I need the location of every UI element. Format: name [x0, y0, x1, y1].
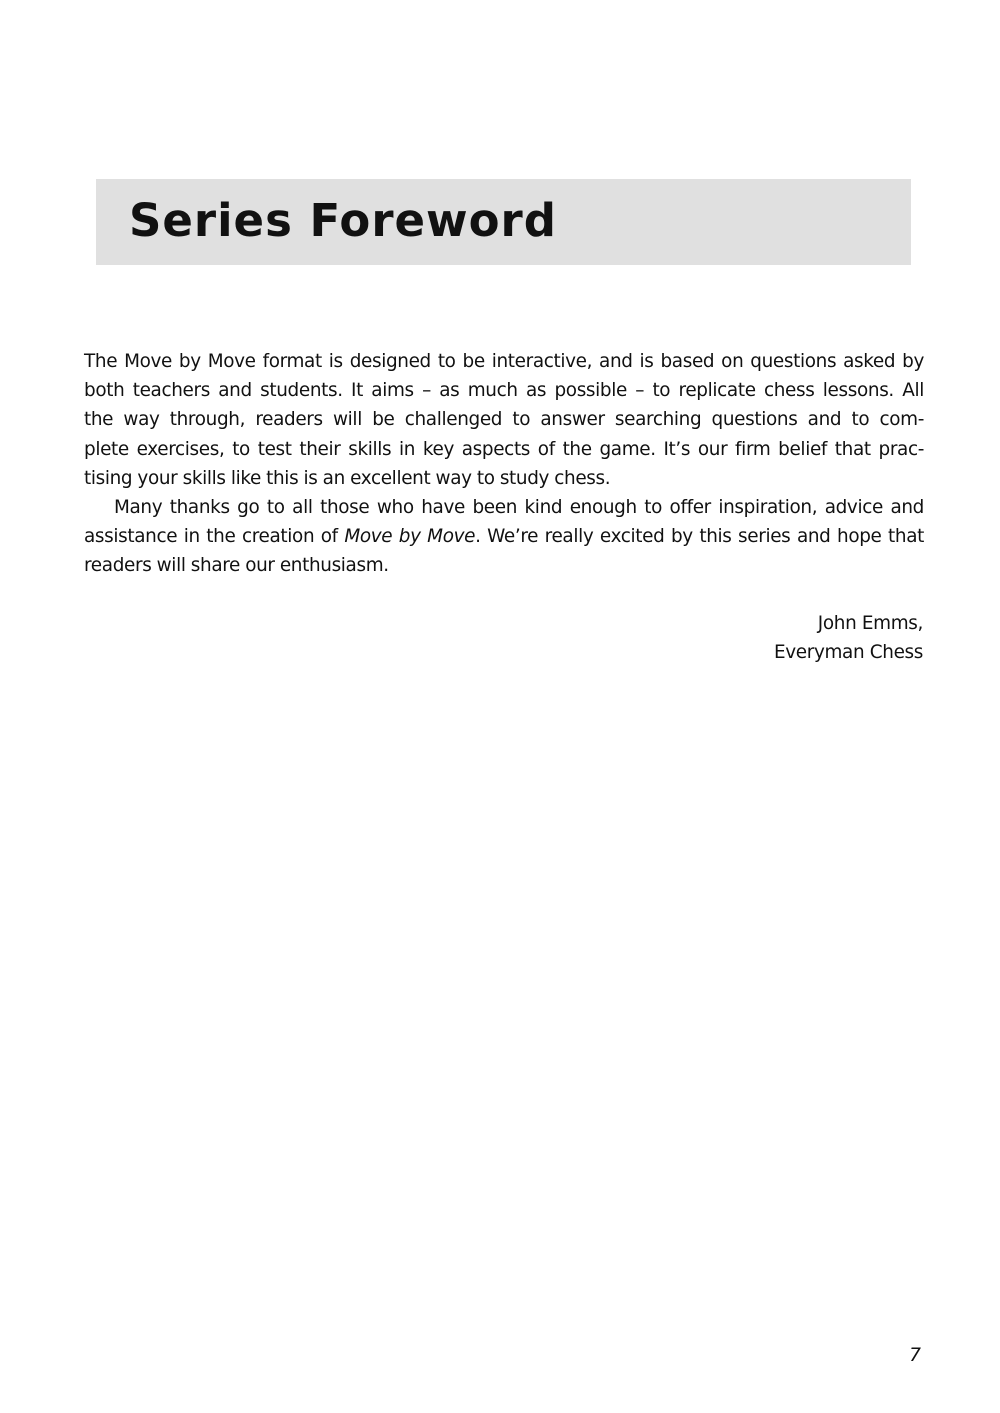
paragraph-2-line-2-start: assistance in the creation of	[84, 526, 345, 548]
paragraph-2-line-2-end: . We’re really excited by this series and hope that	[475, 526, 924, 548]
paragraph-2-line-3: readers will share our enthusiasm.	[84, 555, 389, 577]
signature-block	[774, 609, 923, 667]
page-number: 7	[909, 1345, 921, 1366]
paragraph-2	[84, 493, 924, 581]
paragraph-1-line-5: tising your skills like this is an excellent way to study chess.	[84, 467, 611, 489]
page-title: Series Foreword	[129, 194, 557, 247]
paragraph-1	[84, 347, 924, 493]
signature-name: John Emms,	[817, 613, 923, 634]
title-band	[96, 179, 911, 265]
foreword-body	[84, 347, 924, 581]
paragraph-2-line-1: Many thanks go to all those who have been kind enough to offer inspiration, advice and	[114, 497, 924, 519]
paragraph-1-line-1: The Move by Move format is designed to be interactive, and is based on questions asked by	[84, 351, 924, 372]
paragraph-1-line-4: plete exercises, to test their skills in key aspects of the game. It’s our firm belief that prac-	[84, 438, 924, 460]
signature-organization: Everyman Chess	[773, 642, 923, 664]
paragraph-1-line-2: both teachers and students. It aims – as much as possible – to replicate chess lessons. All	[84, 380, 924, 402]
paragraph-2-line-2	[84, 522, 924, 551]
book-title-italic: Move by Move	[344, 526, 476, 548]
paragraph-1-line-3: the way through, readers will be challenged to answer searching questions and to com-	[84, 409, 924, 431]
